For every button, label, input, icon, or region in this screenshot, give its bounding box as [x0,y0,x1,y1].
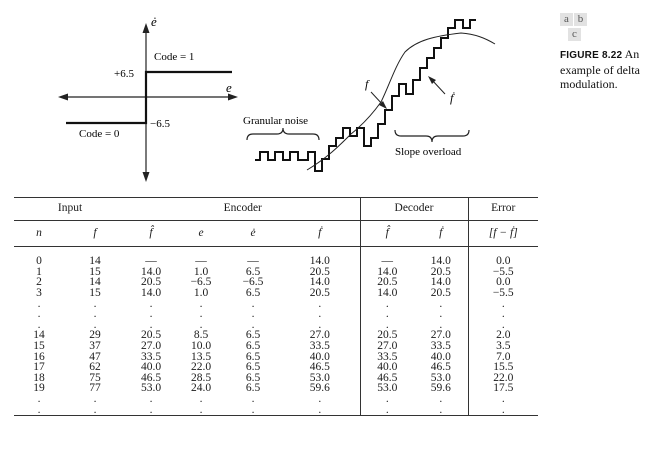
cell-n: . [37,318,41,331]
cell-f: 47 [89,350,101,363]
symbol-edot: ė [226,220,280,247]
cell-error: 17.5 [468,383,538,394]
table-body [14,247,538,416]
layout-letter-c: c [568,28,581,41]
signal-f-label: f [365,77,369,91]
signal-fdot-label: ḟ [450,91,454,105]
cell-edot: −6.5 [242,276,264,289]
code-one-label: Code = 1 [154,51,195,63]
cell-n: 14 [33,329,45,342]
cell-enc-fdot: 20.5 [309,286,330,299]
symbol-e: e [176,220,226,247]
cell-f: 15 [89,265,101,278]
cell-e: 10.0 [190,339,212,352]
cell-dec-fdot: 53.0 [430,371,451,384]
table-row [14,247,538,267]
cell-edot: . [251,403,255,416]
cell-f: . [93,308,97,321]
cell-dec-fdot: . [439,297,443,310]
cell-dec-fdot: 20.5 [430,265,451,278]
cell-enc-fdot: 59.6 [309,382,330,395]
cell-edot: 6.5 [245,371,261,384]
cell-e: . [199,392,203,405]
cell-error: 15.5 [468,362,538,373]
table-row [14,341,538,352]
cell-dec-fdot: 27.0 [430,329,451,342]
cell-dec-fhat: . [360,320,414,331]
cell-n: 17 [33,361,45,374]
cell-dec-fhat: . [360,405,414,416]
cell-error: . [468,299,538,310]
cell-enc-fhat: 14.0 [140,286,162,299]
cell-enc-fhat: 20.5 [140,276,162,289]
cell-enc-fdot: 33.5 [309,339,330,352]
cell-dec-fdot: 40.0 [430,350,451,363]
table-row [14,405,538,416]
cell-f: . [93,403,97,416]
cell-dec-fhat: 33.5 [360,352,414,363]
table-row [14,309,538,320]
cell-f: . [93,392,97,405]
granular-noise-label: Granular noise [243,115,309,127]
cell-f: 14 [89,255,101,268]
cell-edot: . [251,318,255,331]
symbol-n: n [14,220,64,247]
axis-y-label: ė [151,14,157,29]
cell-enc-fhat: 20.5 [140,329,162,342]
cell-n: . [37,392,41,405]
cell-error: 7.0 [468,352,538,363]
cell-e: 1.0 [193,265,209,278]
figure-caption [560,47,670,91]
cell-f: 14 [89,276,101,289]
cell-dec-fdot: 46.5 [430,361,451,374]
cell-enc-fhat: 46.5 [140,371,162,384]
symbol-f: f [64,220,126,247]
cell-f: . [93,318,97,331]
cell-e: . [199,318,203,331]
delta-modulation-table [14,197,538,416]
cell-enc-fdot: 20.5 [309,265,330,278]
cell-edot: . [251,308,255,321]
cell-error: 2.0 [468,330,538,341]
cell-enc-fhat: . [149,403,153,416]
table-row [14,394,538,405]
cell-dec-fhat: 14.0 [360,267,414,278]
cell-enc-fdot: . [318,318,322,331]
cell-error: 22.0 [468,373,538,384]
cell-e: 1.0 [193,286,209,299]
cell-dec-fdot: 14.0 [430,255,451,268]
cell-n: 3 [36,286,42,299]
cell-error: . [468,309,538,320]
cell-dec-fdot: 33.5 [430,339,451,352]
cell-enc-fhat: — [145,255,157,268]
cell-enc-fdot: . [318,392,322,405]
symbol-dec-fhat: f̂ [360,220,414,247]
symbol-enc-fdot: ḟ [280,220,360,247]
cell-f: 29 [89,329,101,342]
cell-edot: — [247,255,259,268]
horizontal-axis-arrow-left [58,94,68,101]
cell-enc-fhat: 53.0 [140,382,162,395]
cell-error: . [468,394,538,405]
symbol-error: [f − ḟ] [468,220,538,247]
cell-n: . [37,297,41,310]
cell-edot: 6.5 [245,382,261,395]
cell-n: 1 [36,265,42,278]
code-zero-label: Code = 0 [79,128,120,140]
neg-level-label: −6.5 [150,118,170,130]
cell-dec-fhat: . [360,394,414,405]
vertical-axis-arrow-down [143,172,150,182]
cell-dec-fdot: . [439,392,443,405]
cell-e: 22.0 [190,361,212,374]
cell-dec-fdot: . [439,308,443,321]
cell-enc-fhat: 14.0 [140,265,162,278]
cell-dec-fhat: . [360,309,414,320]
cell-enc-fdot: 46.5 [309,361,330,374]
cell-n: 16 [33,350,45,363]
cell-edot: 6.5 [245,286,261,299]
cell-dec-fhat: . [360,299,414,310]
cell-dec-fhat: 20.5 [360,277,414,288]
cell-dec-fhat: 27.0 [360,341,414,352]
group-decoder: Decoder [360,198,468,221]
group-encoder: Encoder [126,198,360,221]
cell-enc-fhat: . [149,297,153,310]
granular-noise-brace [247,128,319,140]
cell-f: 15 [89,286,101,299]
cell-e: 24.0 [190,382,212,395]
cell-enc-fhat: 27.0 [140,339,162,352]
cell-dec-fhat: 46.5 [360,373,414,384]
pos-level-label: +6.5 [114,68,134,80]
cell-dec-fdot: 14.0 [430,276,451,289]
cell-edot: 6.5 [245,329,261,342]
cell-enc-fhat: 33.5 [140,350,162,363]
group-input: Input [14,198,126,221]
cell-error: 3.5 [468,341,538,352]
cell-e: 13.5 [190,350,212,363]
cell-dec-fhat: 20.5 [360,330,414,341]
cell-e: −6.5 [190,276,212,289]
cell-dec-fhat: 53.0 [360,383,414,394]
table-row [14,383,538,394]
cell-n: 18 [33,371,45,384]
cell-dec-fdot: . [439,318,443,331]
cell-edot: 6.5 [245,339,261,352]
group-error: Error [468,198,538,221]
cell-dec-fhat: 40.0 [360,362,414,373]
cell-enc-fdot: . [318,297,322,310]
cell-error: −5.5 [468,267,538,278]
cell-e: 8.5 [193,329,209,342]
cell-f: 77 [89,382,101,395]
cell-dec-fdot: 20.5 [430,286,451,299]
cell-enc-fdot: 27.0 [309,329,330,342]
cell-enc-fhat: . [149,308,153,321]
cell-error: . [468,405,538,416]
cell-f: 37 [89,339,101,352]
cell-enc-fdot: . [318,403,322,416]
cell-error: . [468,320,538,331]
symbol-dec-fdot: ḟ [414,220,468,247]
delta-modulation-waveform [235,0,535,190]
slope-overload-label: Slope overload [395,146,462,158]
figure-label: FIGURE 8.22 [560,50,623,61]
cell-n: . [37,308,41,321]
cell-f: 62 [89,361,101,374]
slope-overload-brace [395,130,469,142]
table-row [14,288,538,299]
cell-enc-fhat: 40.0 [140,361,162,374]
cell-n: 19 [33,382,45,395]
cell-enc-fdot: . [318,308,322,321]
group-header-row [14,198,538,221]
cell-enc-fdot: 14.0 [309,276,330,289]
quantizer-diagram [0,0,260,185]
cell-edot: . [251,392,255,405]
cell-enc-fdot: 53.0 [309,371,330,384]
vertical-axis-arrow [143,23,150,33]
cell-edot: 6.5 [245,265,261,278]
cell-e: — [195,255,207,268]
cell-error: −5.5 [468,288,538,299]
signal-fdot-pointer [432,80,445,94]
cell-e: 28.5 [190,371,212,384]
table-row [14,299,538,310]
layout-letter-b: b [574,13,587,26]
cell-enc-fhat: . [149,392,153,405]
cell-dec-fdot: 59.6 [430,382,451,395]
cell-enc-fdot: 14.0 [309,255,330,268]
cell-enc-fdot: 40.0 [309,350,330,363]
figure-caption-text: An example of delta modulation. [560,47,640,91]
cell-error: 0.0 [468,247,538,267]
symbol-header-row [14,220,538,247]
layout-letter-a: a [560,13,573,26]
cell-dec-fhat: — [360,247,414,267]
cell-n: 0 [36,255,42,268]
cell-e: . [199,297,203,310]
cell-dec-fhat: 14.0 [360,288,414,299]
cell-f: . [93,297,97,310]
cell-edot: . [251,297,255,310]
cell-edot: 6.5 [245,350,261,363]
cell-n: . [37,403,41,416]
cell-e: . [199,403,203,416]
cell-error: 0.0 [468,277,538,288]
axis-x-label: e [226,80,232,95]
symbol-enc-fhat: f̂ [126,220,176,247]
cell-f: 75 [89,371,101,384]
cell-n: 2 [36,276,42,289]
cell-edot: 6.5 [245,361,261,374]
cell-e: . [199,308,203,321]
cell-dec-fdot: . [439,403,443,416]
panel-layout-letters [560,13,596,43]
cell-n: 15 [33,339,45,352]
cell-enc-fhat: . [149,318,153,331]
